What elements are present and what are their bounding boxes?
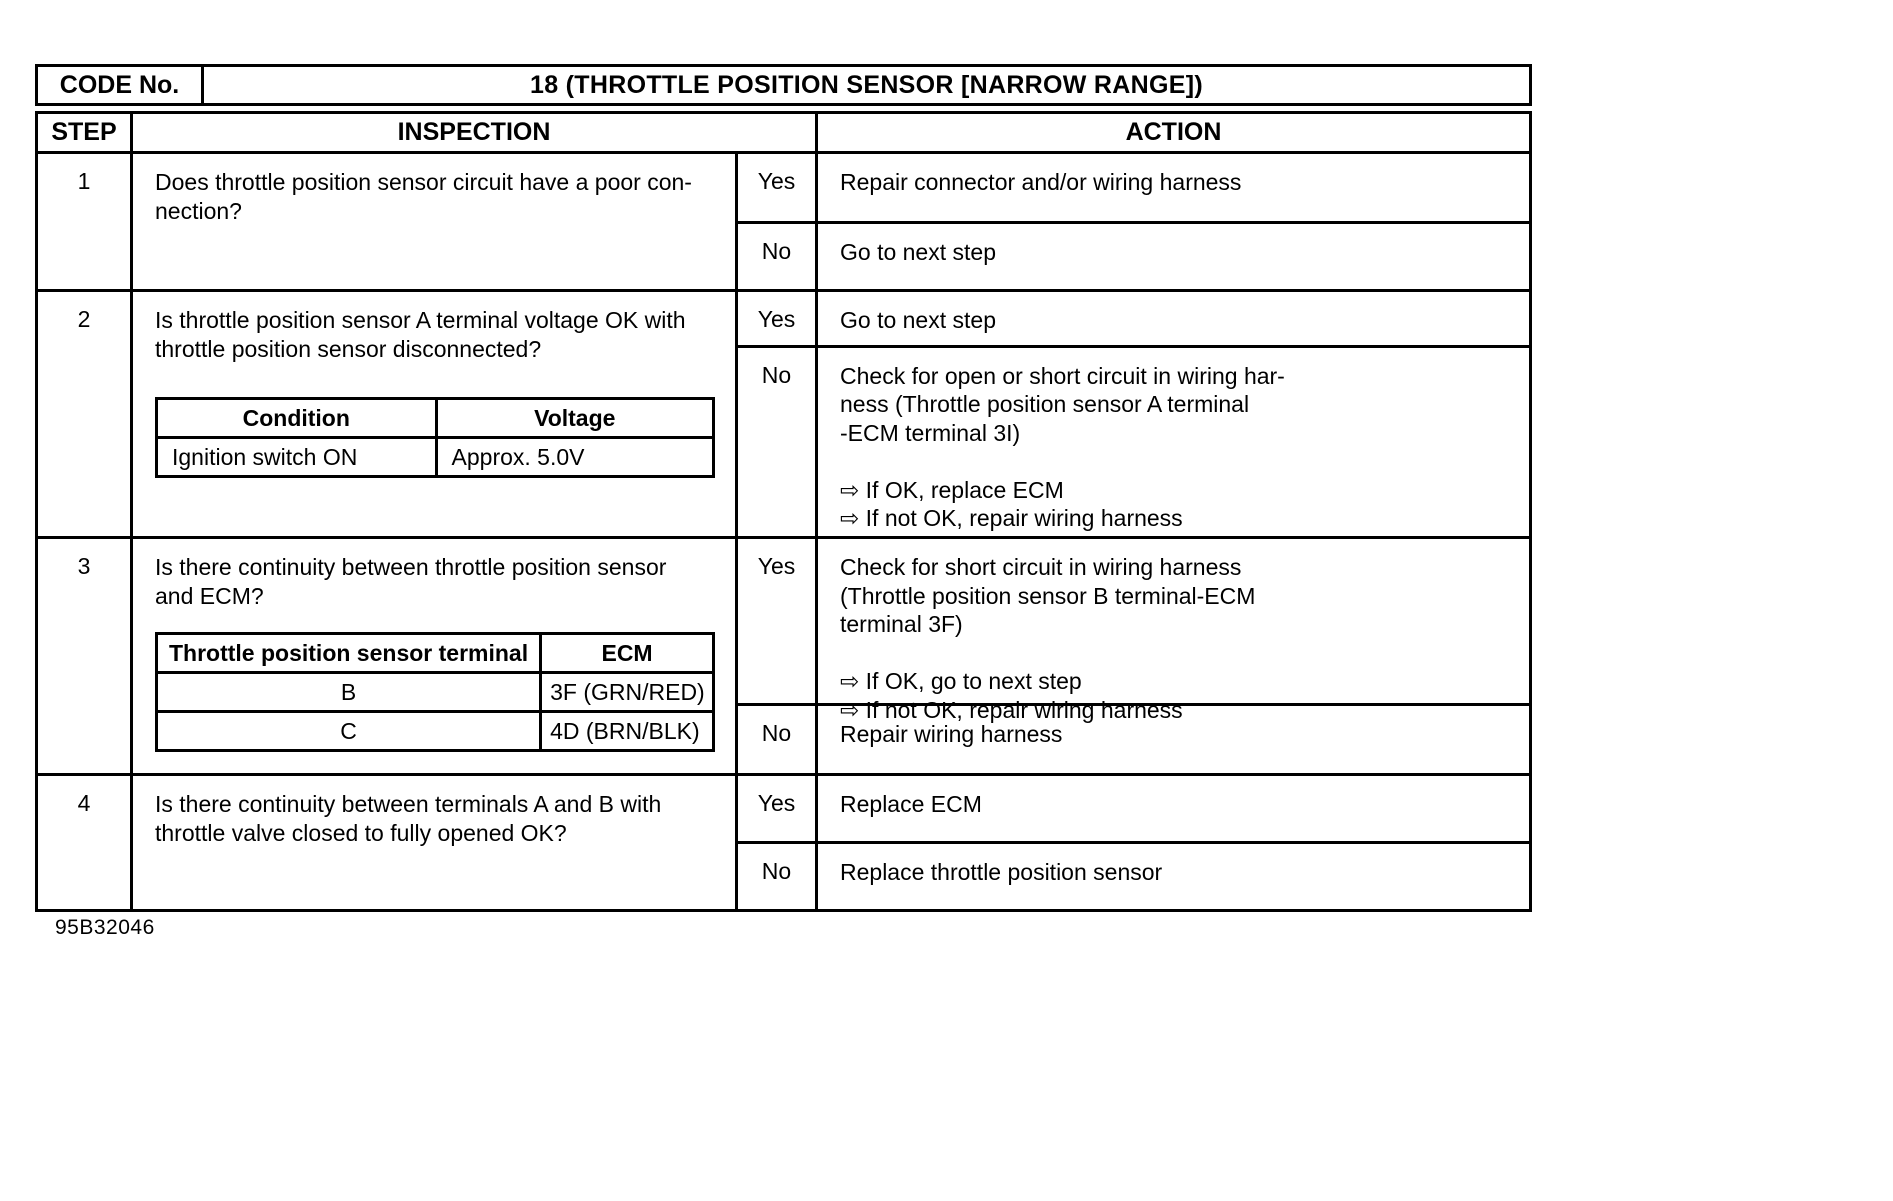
inspection-question: Is throttle position sensor A terminal voltage OK with throttle position sensor disconnected?	[155, 307, 686, 362]
column-header-step: STEP	[38, 114, 133, 151]
inner-table-cell: Approx. 5.0V	[436, 438, 713, 477]
column-header-action: ACTION	[1125, 118, 1222, 146]
inner-table-header: ECM	[541, 634, 714, 673]
action-text: Replace ECM	[840, 791, 982, 817]
no-row	[738, 348, 1529, 543]
no-label: No	[738, 706, 818, 773]
yes-label: Yes	[738, 776, 818, 841]
inner-table-header: Throttle position sensor terminal	[157, 634, 541, 673]
inner-table-cell: B	[157, 673, 541, 712]
step-row-1	[38, 154, 1529, 292]
yes-row	[738, 539, 1529, 723]
action-text: Go to next step	[840, 239, 996, 265]
yes-row	[738, 292, 1529, 348]
condition-voltage-table	[155, 397, 715, 478]
action-text: Go to next step	[840, 307, 996, 333]
inner-table-header: Voltage	[436, 399, 713, 438]
action-stack	[738, 539, 1529, 773]
inspection-question: Is there continuity between throttle position sensor and ECM?	[155, 554, 667, 609]
column-header-row	[38, 114, 1529, 154]
yes-label: Yes	[738, 539, 818, 703]
action-text: Check for open or short circuit in wiring har- ness (Throttle position sensor A terminal -ECM terminal 3I) ⇨ If OK, replace ECM ⇨ If not OK, repair wiring harness	[840, 362, 1285, 532]
no-label: No	[738, 844, 818, 909]
yes-label: Yes	[738, 292, 818, 345]
inner-table-row	[157, 438, 714, 477]
inner-table-row	[157, 712, 714, 751]
no-row	[738, 844, 1529, 909]
action-stack	[738, 776, 1529, 909]
column-header-inspection: INSPECTION	[133, 114, 818, 151]
step-row-4	[38, 776, 1529, 909]
inner-table-cell: Ignition switch ON	[157, 438, 437, 477]
yes-row	[738, 154, 1529, 224]
inspection-cell	[133, 292, 738, 536]
step-number: 4	[38, 776, 133, 909]
action-stack	[738, 292, 1529, 536]
step-number: 1	[38, 154, 133, 289]
inner-table-row	[157, 673, 714, 712]
action-text: Repair wiring harness	[840, 721, 1063, 747]
figure-reference-code: 95B32046	[55, 916, 155, 939]
inspection-question: Is there continuity between terminals A and B with throttle valve closed to fully opened OK?	[155, 791, 662, 846]
step-number: 3	[38, 539, 133, 773]
step-row-2	[38, 292, 1529, 539]
diagnostic-sheet	[35, 64, 1532, 912]
inner-table-header-row	[157, 634, 714, 673]
inner-table-header-row	[157, 399, 714, 438]
action-stack	[738, 154, 1529, 289]
inspection-cell	[133, 776, 738, 909]
no-label: No	[738, 348, 818, 543]
no-row	[738, 706, 1529, 773]
terminal-ecm-table	[155, 632, 715, 752]
step-number: 2	[38, 292, 133, 536]
yes-row	[738, 776, 1529, 844]
inner-table-cell: 3F (GRN/RED)	[541, 673, 714, 712]
action-text: Check for short circuit in wiring harness (Throttle position sensor B terminal-ECM terminal 3F) ⇨ If OK, go to next step ⇨ If not OK, repair wiring harness	[840, 554, 1256, 723]
action-text: Repair connector and/or wiring harness	[840, 169, 1242, 195]
action-text: Replace throttle position sensor	[840, 859, 1163, 885]
inner-table-header: Condition	[157, 399, 437, 438]
inspection-question: Does throttle position sensor circuit have a poor con- nection?	[155, 169, 692, 224]
yes-label: Yes	[738, 154, 818, 221]
no-label: No	[738, 224, 818, 289]
trouble-code-title: 18 (THROTTLE POSITION SENSOR [NARROW RANGE])	[530, 70, 1203, 99]
step-row-3	[38, 539, 1529, 776]
code-header-row	[35, 64, 1532, 106]
inspection-cell	[133, 539, 738, 773]
inner-table-cell: C	[157, 712, 541, 751]
no-row	[738, 224, 1529, 289]
diagnostic-table	[35, 111, 1532, 912]
inner-table-cell: 4D (BRN/BLK)	[541, 712, 714, 751]
code-number-label: CODE No.	[38, 67, 204, 103]
inspection-cell	[133, 154, 738, 289]
